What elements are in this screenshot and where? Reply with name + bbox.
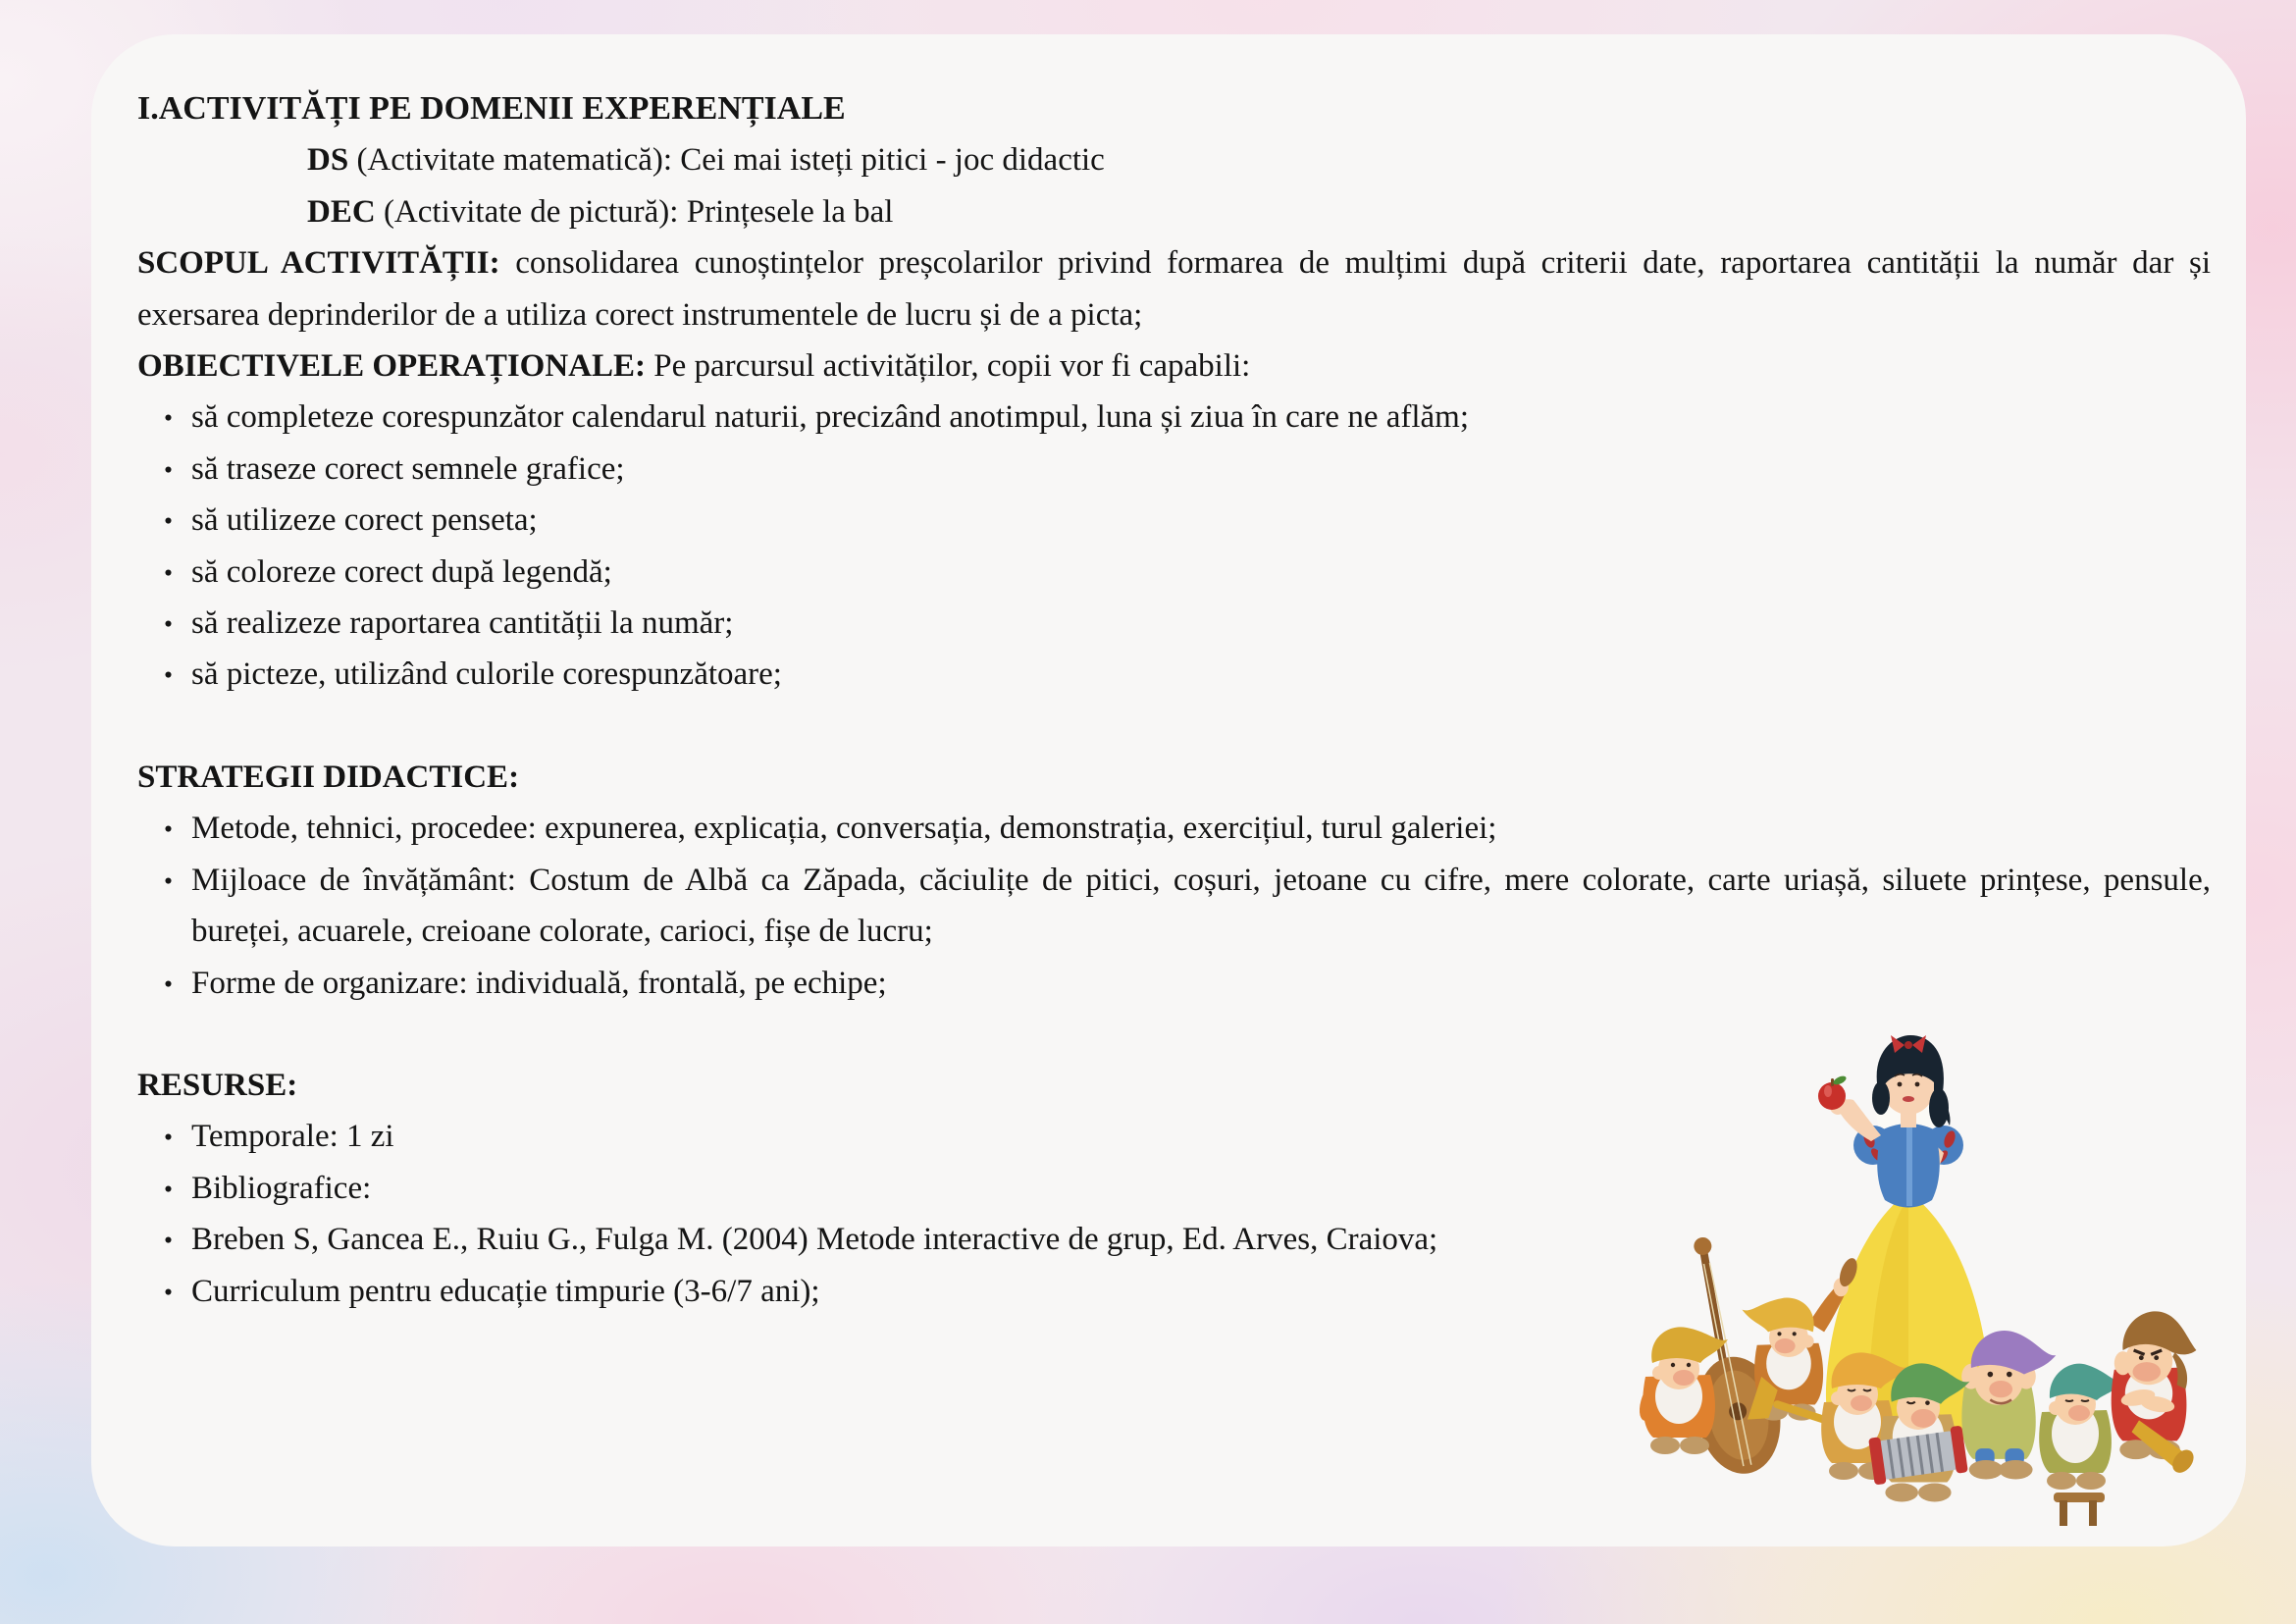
- activity-line-dec: [137, 186, 2211, 237]
- resource-item: • Breben S, Gancea E., Ruiu G., Fulga M. (2004) Metode interactive de grup, Ed. Arves, Craiova;: [191, 1214, 2211, 1265]
- strategies-heading: STRATEGII DIDACTICE:: [137, 759, 520, 795]
- objective-item: • să traseze corect semnele grafice;: [191, 444, 2211, 495]
- objective-item: • să coloreze corect după legendă;: [191, 547, 2211, 598]
- scope-label: SCOPUL ACTIVITĂȚII:: [137, 245, 500, 282]
- objectives-list: [137, 392, 2211, 700]
- objectives-label: OBIECTIVELE OPERAȚIONALE:: [137, 348, 647, 385]
- objective-item: • să completeze corespunzător calendarul naturii, precizând anotimpul, luna și ziua în care ne aflăm;: [191, 392, 2211, 443]
- page-title: I.ACTIVITĂȚI PE DOMENII EXPERENȚIALE: [137, 90, 846, 127]
- resource-item: • Temporale: 1 zi: [191, 1111, 2211, 1162]
- strategies-list: [137, 803, 2211, 1009]
- dwarf-sleepy-figure: [2039, 1364, 2124, 1490]
- activity-code-dec: DEC: [307, 193, 376, 230]
- strategy-item: • Mijloace de învățământ: Costum de Albă ca Zăpada, căciulițe de pitici, coșuri, jetoane cu cifre, mere colorate, carte uriașă, siluete prințese, pensule, bureței, acuarele, creioane colorate, carioci, fișe de lucru;: [191, 855, 2211, 958]
- activity-desc-dec: (Activitate de pictură): Prințesele la bal: [375, 193, 894, 230]
- resource-item: • Bibliografice:: [191, 1163, 2211, 1214]
- resource-item: • Curriculum pentru educație timpurie (3-6/7 ani);: [191, 1266, 2211, 1317]
- objectives-paragraph: [137, 341, 2211, 392]
- objective-item: • să utilizeze corect penseta;: [191, 495, 2211, 546]
- snow-white-and-dwarfs-illustration: [1614, 1016, 2203, 1536]
- objective-item: • să picteze, utilizând culorile corespunzătoare;: [191, 649, 2211, 700]
- activity-desc-ds: (Activitate matematică): Cei mai isteți pitici - joc didactic: [348, 142, 1105, 179]
- scope-paragraph: [137, 237, 2211, 341]
- objectives-intro: Pe parcursul activităților, copii vor fi capabili:: [646, 348, 1251, 385]
- activity-line-ds: [137, 134, 2211, 185]
- stool-illustration: [2054, 1493, 2105, 1526]
- resources-heading: RESURSE:: [137, 1067, 298, 1103]
- scope-text: consolidarea cunoștințelor preșcolarilor privind formarea de mulțimi după criterii date, raportarea cantității la număr dar și exersarea deprinderilor de a utiliza corect instrumentele de lucru și de a picta;: [137, 245, 2211, 333]
- strategy-item: • Metode, tehnici, procedee: expunerea, explicația, conversația, demonstrația, exercițiul, turul galeriei;: [191, 803, 2211, 854]
- strategy-item: • Forme de organizare: individuală, frontală, pe echipe;: [191, 958, 2211, 1009]
- activity-code-ds: DS: [307, 142, 349, 179]
- objective-item: • să realizeze raportarea cantității la număr;: [191, 598, 2211, 649]
- document-card: [91, 34, 2246, 1546]
